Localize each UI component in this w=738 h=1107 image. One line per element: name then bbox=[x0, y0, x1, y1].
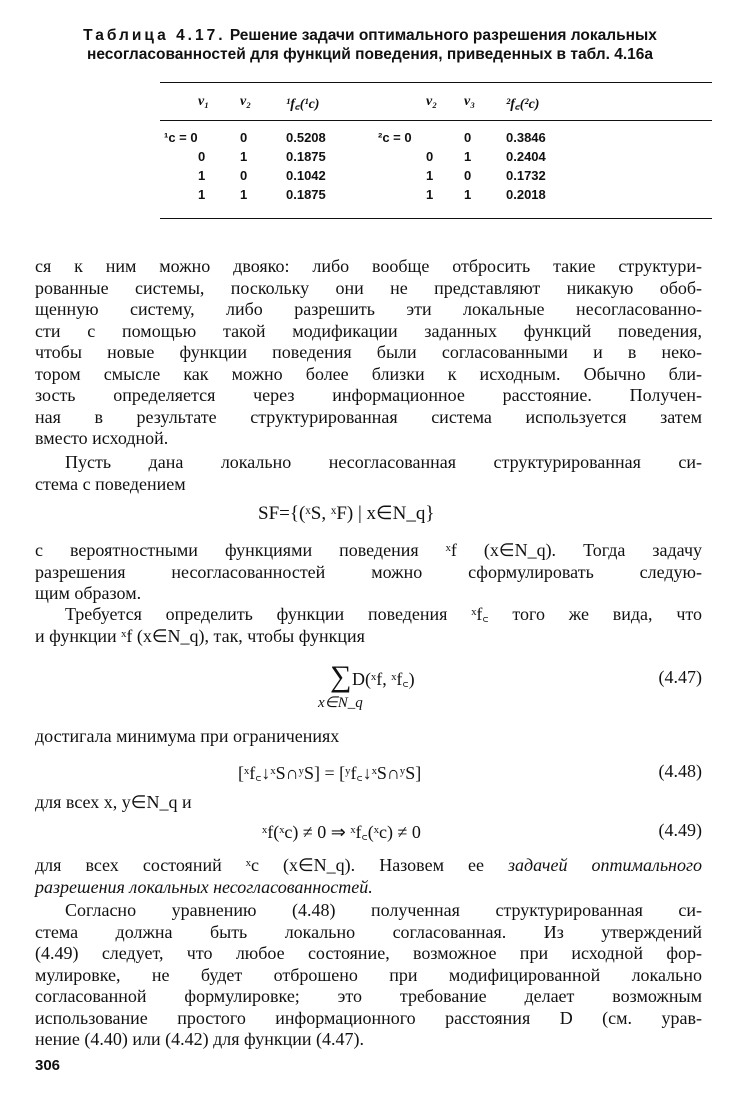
header-v3: v₃ bbox=[464, 94, 476, 109]
text-line: рованные системы, поскольку они не представляют никакую обоб- bbox=[35, 277, 702, 298]
paragraph-for-all bbox=[35, 792, 702, 814]
sum-sign: ∑ bbox=[330, 660, 352, 693]
text-line: щенную систему, либо разрешить эти локальные несогласованно- bbox=[35, 299, 702, 319]
text-line: стема с поведением bbox=[35, 473, 186, 494]
cell-f2: 0.3846 bbox=[506, 130, 546, 145]
cell-f2: 0.1732 bbox=[506, 168, 546, 183]
cell-d: 0 bbox=[464, 168, 472, 183]
header-v2-left: v₂ bbox=[240, 94, 252, 109]
table-bottom-rule bbox=[160, 218, 712, 219]
cell-a: 0 bbox=[198, 149, 206, 164]
text-line: с вероятностными функциями поведения ˣf (x∈N_q). Тогда задачу bbox=[35, 540, 702, 560]
text-line: Пусть дана локально несогласованная структурированная си- bbox=[65, 452, 702, 472]
page-number: 306 bbox=[35, 1057, 61, 1074]
text-line: стема должна быть локально согласованная. Из утверждений bbox=[35, 921, 702, 942]
table-row bbox=[160, 130, 712, 149]
eq-4-49-number: (4.49) bbox=[658, 820, 702, 840]
cell-d: 1 bbox=[464, 149, 472, 164]
text-line: Требуется определить функции поведения ˣf꜀ того же вида, что bbox=[65, 604, 702, 624]
text-line: достигала минимума при ограничениях bbox=[35, 726, 340, 746]
text-line: ная в результате структурированная система используется затем bbox=[35, 406, 702, 427]
cell-f2: 0.2018 bbox=[506, 187, 546, 202]
cell-b: 0 bbox=[240, 130, 248, 145]
cell-f2: 0.2404 bbox=[506, 149, 546, 164]
header-f2: ²f꜀(²c) bbox=[506, 97, 540, 112]
cell-d: 0 bbox=[464, 130, 472, 145]
cell-b: 0 bbox=[240, 168, 248, 183]
text-line: сти с помощью такой модификации заданных функций поведения, bbox=[35, 320, 702, 341]
eq-4-48-number: (4.48) bbox=[658, 761, 702, 781]
caption-line-1: Решение задачи оптимального разрешения локальных bbox=[229, 27, 657, 44]
table-caption bbox=[30, 26, 710, 64]
text-line: Согласно уравнению (4.48) полученная структурированная си- bbox=[65, 900, 702, 920]
cell-c: 1 bbox=[426, 187, 434, 202]
table-row bbox=[160, 168, 712, 187]
term-italic-line: разрешения локальных несогласованностей. bbox=[35, 876, 373, 897]
cell-a: 1 bbox=[198, 187, 206, 202]
table-row bbox=[160, 149, 712, 168]
table-top-rule bbox=[160, 82, 712, 83]
eq-4-48-body: [ˣf꜀↓ˣS∩ʸS] = [ʸf꜀↓ˣS∩ʸS] bbox=[238, 763, 422, 783]
header-f1: ¹f꜀(¹c) bbox=[286, 97, 320, 112]
paragraph-3 bbox=[35, 540, 702, 605]
cell-d: 1 bbox=[464, 187, 472, 202]
text-line: вместо исходной. bbox=[35, 428, 169, 448]
text-line: и функции ˣf (x∈N_q), так, чтобы функция bbox=[35, 625, 365, 646]
paragraph-min bbox=[35, 726, 702, 748]
text-line: щим образом. bbox=[35, 583, 142, 603]
cell-a: 1 bbox=[198, 168, 206, 183]
cell-f1: 0.1042 bbox=[286, 168, 326, 183]
table-row bbox=[160, 187, 712, 206]
table-label: Таблица 4.17. bbox=[83, 27, 226, 44]
table-header bbox=[160, 94, 712, 113]
cell-c: 0 bbox=[426, 149, 434, 164]
caption-line-2: несогласованностей для функций поведения, приведенных в табл. 4.16а bbox=[86, 46, 654, 63]
text-line: использование простого информационного расстояния D (см. урав- bbox=[35, 1007, 702, 1028]
table-body bbox=[160, 130, 712, 206]
eq-4-49-body: ˣf(ˣc) ≠ 0 ⇒ ˣf꜀(ˣc) ≠ 0 bbox=[262, 822, 421, 842]
paragraph-4 bbox=[35, 604, 702, 647]
text-line: зость определяется через информационное расстояние. Получен- bbox=[35, 385, 702, 405]
cell-c: ²c = 0 bbox=[378, 130, 412, 145]
eq-4-47-sum-index: x∈N_q bbox=[318, 695, 363, 711]
term-italic: задачей оптимального bbox=[508, 855, 702, 875]
header-v1: v₁ bbox=[198, 94, 210, 109]
cell-a: ¹c = 0 bbox=[164, 130, 198, 145]
table-header-rule bbox=[160, 120, 712, 121]
cell-f1: 0.1875 bbox=[286, 187, 326, 202]
cell-b: 1 bbox=[240, 187, 248, 202]
text-line: разрешения несогласованностей можно сформулировать следую- bbox=[35, 561, 702, 582]
eq-4-47-body: D(ˣf, ˣf꜀) bbox=[352, 669, 415, 689]
formula-sf: SF={(ˣS, ˣF) | x∈N_q} bbox=[258, 503, 435, 524]
paragraph-2 bbox=[35, 452, 702, 495]
eq-4-47-number: (4.47) bbox=[658, 667, 702, 687]
text-line bbox=[35, 855, 702, 877]
text-line: мулировке, не будет отброшено при модифицированной локально bbox=[35, 964, 702, 985]
cell-b: 1 bbox=[240, 149, 248, 164]
cell-c: 1 bbox=[426, 168, 434, 183]
text-line: нение (4.40) или (4.42) для функции (4.47). bbox=[35, 1029, 365, 1049]
paragraph-6 bbox=[35, 900, 702, 1051]
text-run: для всех состояний ˣc (x∈N_q). Назовем ее bbox=[35, 855, 509, 875]
text-line: (4.49) следует, что любое состояние, возможное при исходной фор- bbox=[35, 943, 702, 963]
cell-f1: 0.5208 bbox=[286, 130, 326, 145]
paragraph-1 bbox=[35, 256, 702, 450]
cell-f1: 0.1875 bbox=[286, 149, 326, 164]
paragraph-5 bbox=[35, 855, 702, 898]
text-line: согласованной формулировке; это требование делает возможным bbox=[35, 986, 702, 1006]
header-v2-right: v₂ bbox=[426, 94, 438, 109]
text-line: ся к ним можно двояко: либо вообще отбросить такие структури- bbox=[35, 256, 702, 276]
text-line: тором смысле как можно более близки к исходным. Обычно бли- bbox=[35, 363, 702, 384]
text-line: для всех x, y∈N_q и bbox=[35, 792, 192, 812]
text-line: чтобы новые функции поведения были согласованными и в неко- bbox=[35, 342, 702, 362]
